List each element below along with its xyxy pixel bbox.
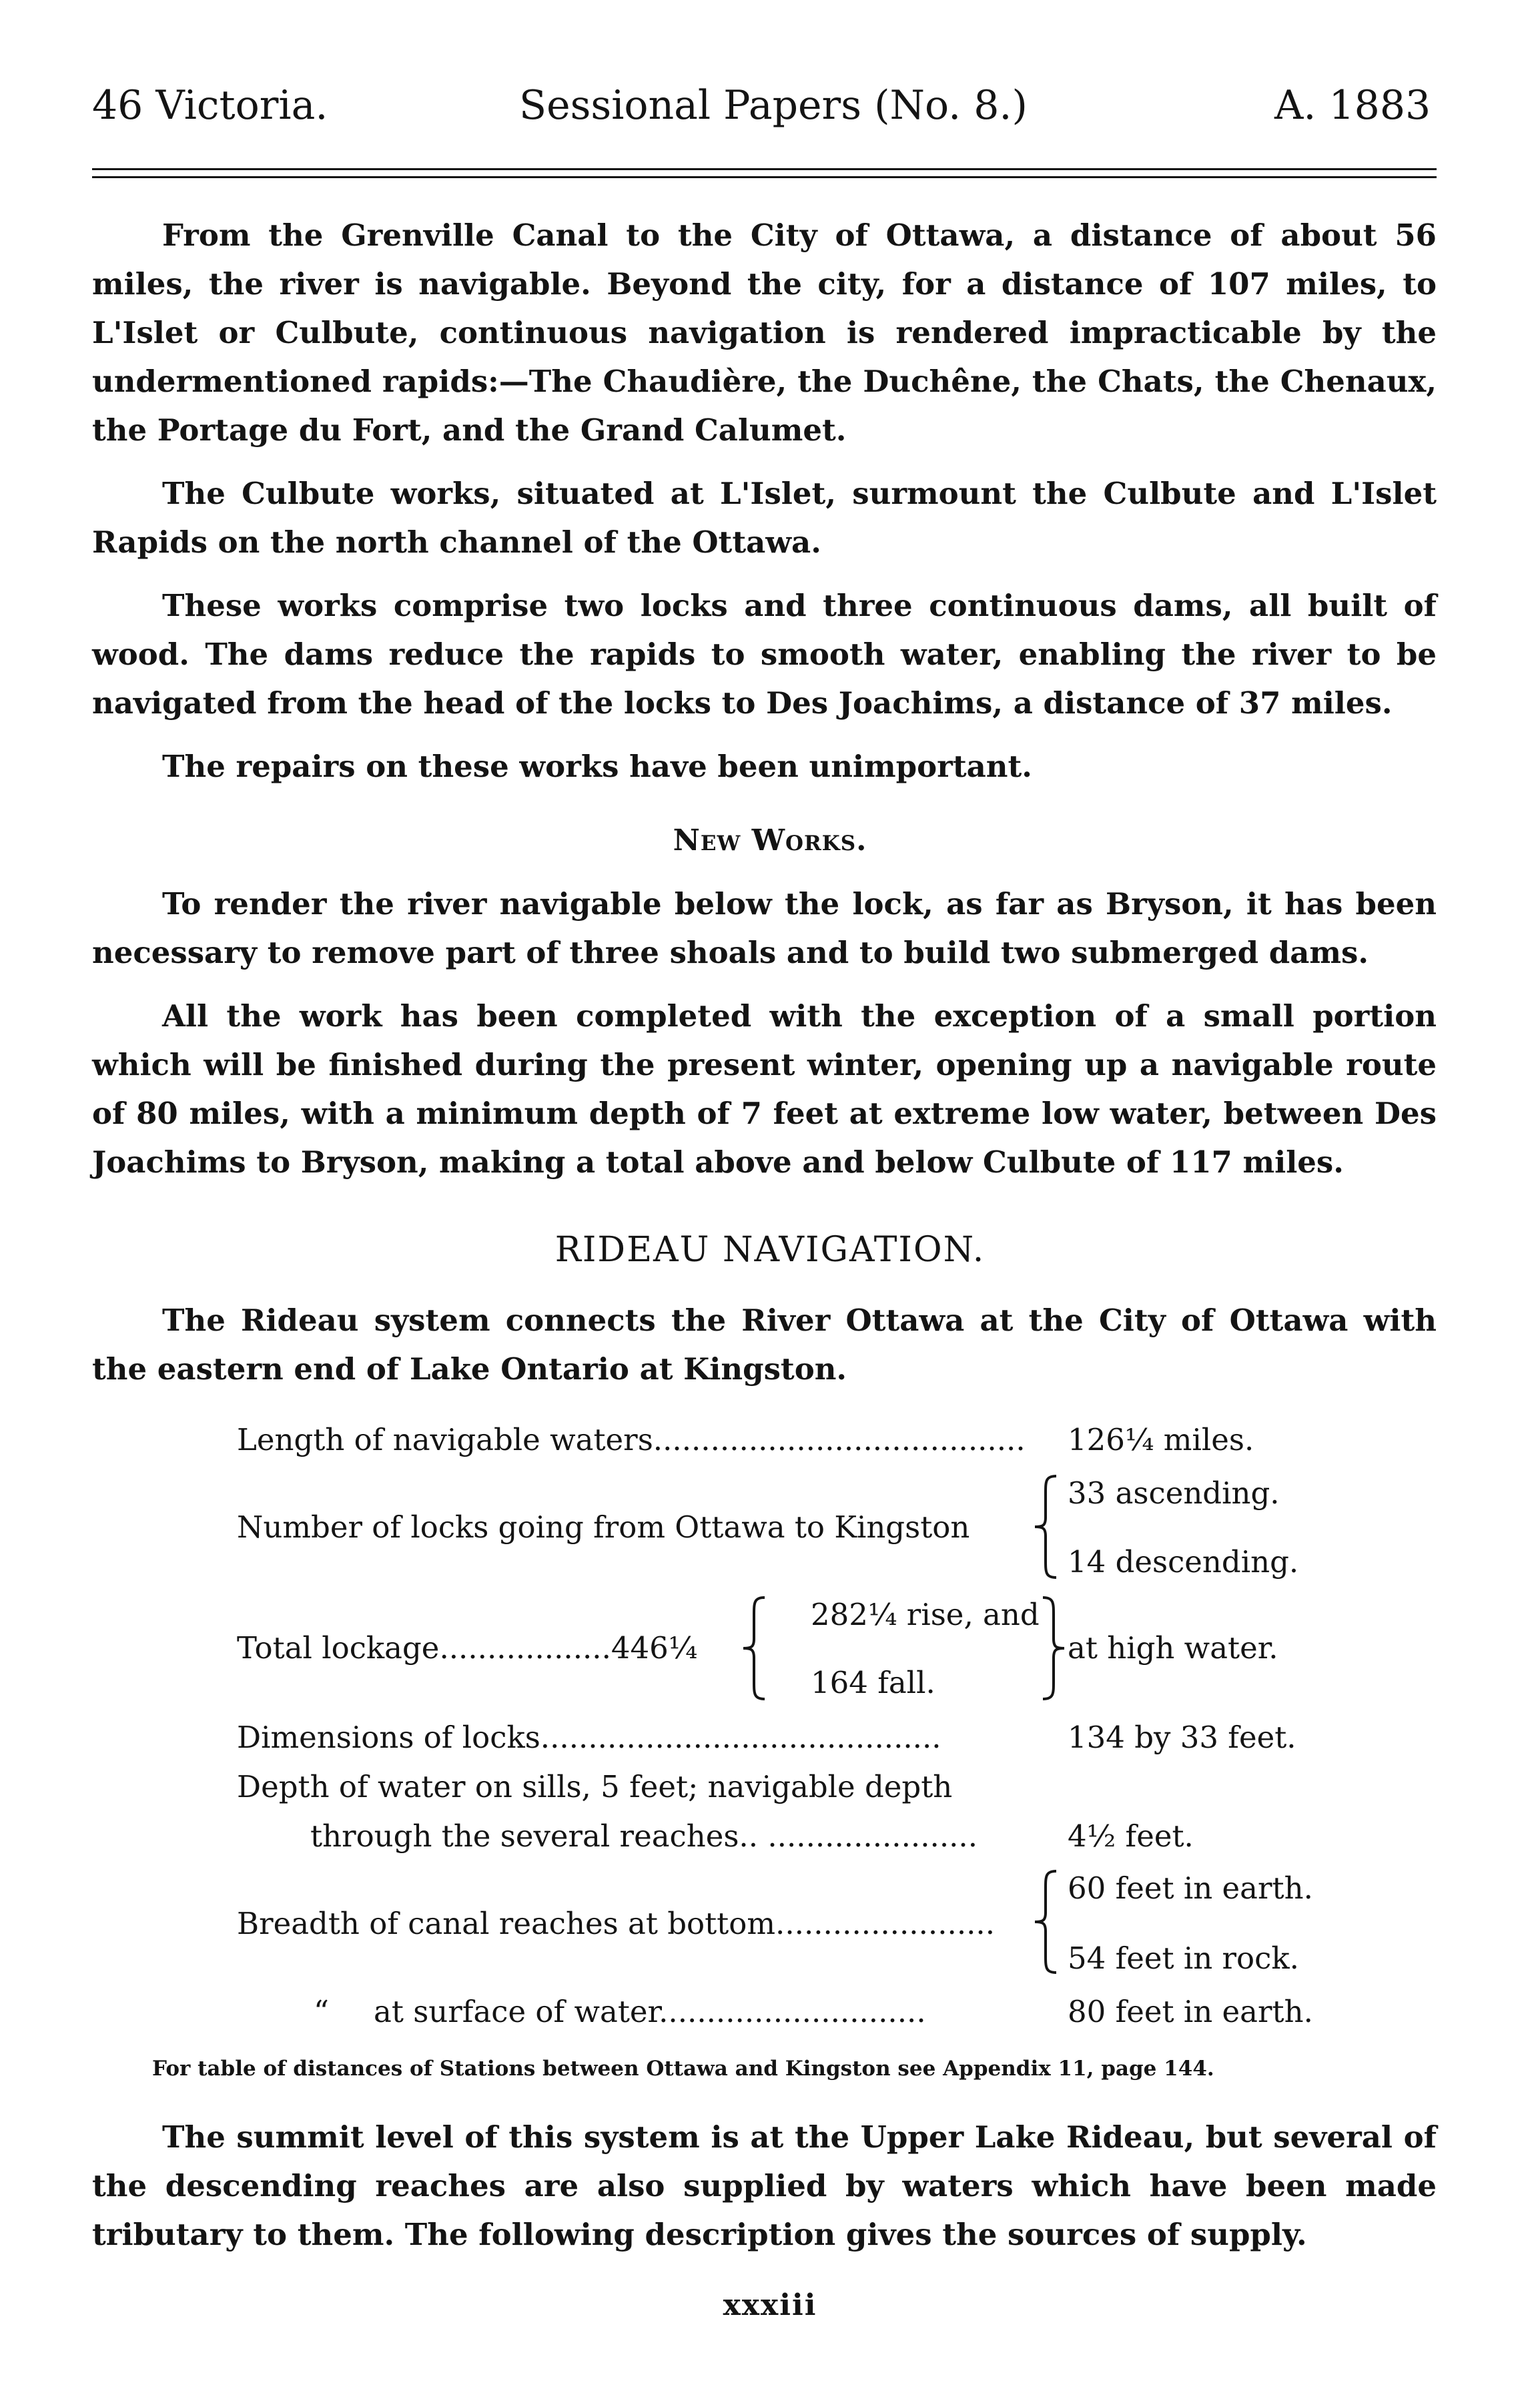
stat-surface-ditto-mark: “ bbox=[314, 1994, 330, 2029]
left-curly-brace-icon bbox=[1038, 1595, 1068, 1702]
body-section-summit bbox=[92, 2113, 1437, 2259]
right-curly-brace-icon bbox=[1031, 1868, 1062, 1975]
paragraph: All the work has been completed with the exception of a small portion which will be finished during the present winter, opening up a navigable route of 80 miles, with a minimum depth of 7 feet at extreme low water, between Des Joachims to Bryson, making a total above and below Culbute of 117 miles. bbox=[92, 998, 1437, 1180]
stat-lockage-label: Total lockage..................446¼ bbox=[237, 1630, 698, 1666]
page-number: xxxiii bbox=[723, 2288, 817, 2322]
paragraph: The Rideau system connects the River Ottawa at the City of Ottawa with the eastern end of Lake Ontario at Kingston. bbox=[92, 1303, 1437, 1387]
stat-dimensions-value: 134 by 33 feet. bbox=[1068, 1720, 1296, 1755]
stat-locks-ascending: 33 ascending. bbox=[1068, 1475, 1280, 1511]
stat-breadth-rock: 54 feet in rock. bbox=[1068, 1941, 1299, 1976]
stat-depth-label-line1: Depth of water on sills, 5 feet; navigable depth bbox=[237, 1769, 953, 1804]
header-left: 46 Victoria. bbox=[92, 82, 328, 129]
paragraph: The repairs on these works have been unimportant. bbox=[162, 749, 1032, 784]
paragraph: From the Grenville Canal to the City of Ottawa, a distance of about 56 miles, the river is navigable. Beyond the city, for a distance of 107 miles, to L'Islet or Culbute, continuous navigation is rendered impracticable by the undermentioned rapids:—The Chaudière, the Duchêne, the Chats, the Chenaux, the Portage du Fort, and the Grand Calumet. bbox=[92, 218, 1437, 448]
stat-breadth-label: Breadth of canal reaches at bottom....................... bbox=[237, 1906, 996, 1941]
stat-dimensions-label: Dimensions of locks.......................................... bbox=[237, 1720, 941, 1755]
paragraph: The summit level of this system is at the Upper Lake Rideau, but several of the descending reaches are also supplied by waters which have been made tributary to them. The following description gives the sources of supply. bbox=[92, 2119, 1437, 2252]
footnote: For table of distances of Stations between Ottawa and Kingston see Appendix 11, page 144. bbox=[152, 2057, 1214, 2081]
stat-breadth-earth: 60 feet in earth. bbox=[1068, 1870, 1313, 1906]
stat-length-label: Length of navigable waters....................................... bbox=[237, 1422, 1026, 1457]
stat-lockage-fall: 164 fall. bbox=[811, 1665, 935, 1700]
header-center: Sessional Papers (No. 8.) bbox=[519, 82, 1028, 129]
stat-depth-value: 4½ feet. bbox=[1068, 1818, 1194, 1854]
stat-surface-value: 80 feet in earth. bbox=[1068, 1994, 1313, 2029]
section-heading-rideau: RIDEAU NAVIGATION. bbox=[554, 1230, 986, 1270]
paragraph: To render the river navigable below the lock, as far as Bryson, it has been necessary to remove part of three shoals and to build two submerged dams. bbox=[92, 886, 1437, 970]
stat-length-value: 126¼ miles. bbox=[1068, 1422, 1254, 1457]
section-heading-new-works: New Works. bbox=[673, 823, 867, 858]
stat-lockage-rise: 282¼ rise, and bbox=[811, 1597, 1040, 1632]
stat-surface-label: at surface of water............................ bbox=[374, 1994, 926, 2029]
stat-locks-label: Number of locks going from Ottawa to Kingston bbox=[237, 1509, 970, 1545]
header-right: A. 1883 bbox=[1274, 82, 1431, 129]
right-curly-brace-icon bbox=[739, 1595, 770, 1702]
stat-locks-descending: 14 descending. bbox=[1068, 1544, 1299, 1580]
paragraph: The Culbute works, situated at L'Islet, surmount the Culbute and L'Islet Rapids on the north channel of the Ottawa. bbox=[92, 476, 1437, 560]
stat-depth-label-line2: through the several reaches.. ...................... bbox=[310, 1818, 978, 1854]
right-curly-brace-icon bbox=[1031, 1473, 1062, 1580]
paragraph: These works comprise two locks and three continuous dams, all built of wood. The dams reduce the rapids to smooth water, enabling the river to be navigated from the head of the locks to Des Joachims, a distance of 37 miles. bbox=[92, 588, 1437, 721]
stat-lockage-note: at high water. bbox=[1068, 1630, 1278, 1666]
